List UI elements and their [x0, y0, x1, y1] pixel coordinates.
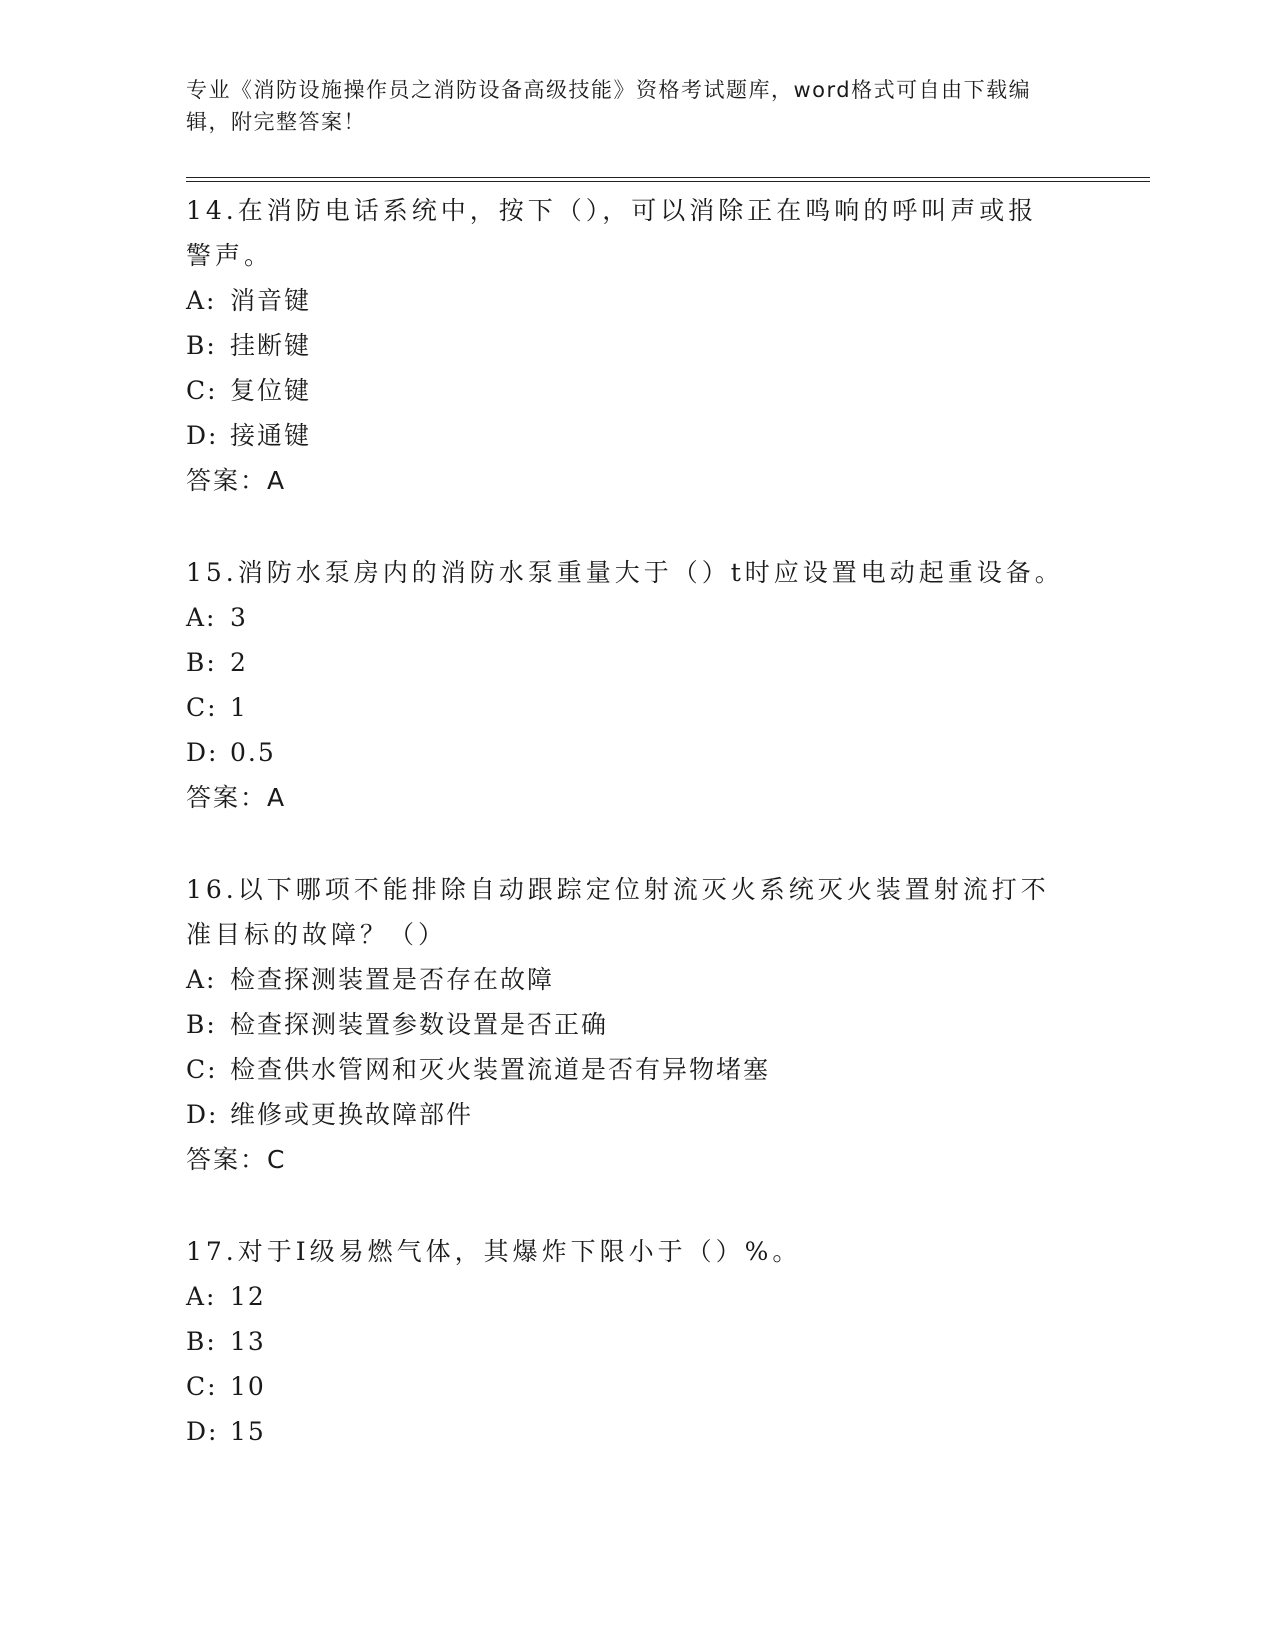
option-a — [186, 278, 1066, 323]
option-text: 消音键 — [230, 286, 312, 315]
option-text: 检查探测装置参数设置是否正确 — [230, 1010, 609, 1039]
option-letter: B: — [186, 1327, 217, 1356]
option-d — [186, 413, 1066, 458]
option-text: 0.5 — [230, 738, 276, 767]
option-text: 检查探测装置是否存在故障 — [230, 965, 555, 994]
option-letter: B: — [186, 331, 217, 360]
option-letter: D: — [186, 738, 219, 767]
option-text: 接通键 — [230, 421, 312, 450]
option-a — [186, 595, 1066, 640]
question-17 — [186, 1229, 1066, 1454]
option-d — [186, 1409, 1066, 1454]
option-letter: D: — [186, 421, 219, 450]
answer-line: 答案：C — [186, 1145, 287, 1174]
question-stem: 14.在消防电话系统中，按下（），可以消除正在鸣响的呼叫声或报警声。 — [186, 196, 1038, 270]
question-14 — [186, 188, 1066, 503]
option-text: 12 — [230, 1282, 266, 1311]
question-stem: 16.以下哪项不能排除自动跟踪定位射流灭火系统灭火装置射流打不准目标的故障？（） — [186, 875, 1050, 949]
question-stem: 17.对于Ⅰ级易燃气体，其爆炸下限小于（）%。 — [186, 1237, 802, 1266]
question-15 — [186, 550, 1066, 820]
option-letter: C: — [186, 1055, 218, 1084]
answer-line: 答案：A — [186, 466, 287, 495]
option-b — [186, 323, 1066, 368]
option-letter: A: — [186, 603, 217, 632]
answer-line: 答案：A — [186, 783, 287, 812]
option-letter: C: — [186, 1372, 218, 1401]
option-text: 1 — [230, 693, 248, 722]
option-letter: A: — [186, 965, 217, 994]
option-letter: C: — [186, 376, 218, 405]
document-header: 专业《消防设施操作员之消防设备高级技能》资格考试题库，word格式可自由下载编辑，附完整答案！ — [186, 78, 1032, 134]
question-16 — [186, 867, 1066, 1182]
option-c — [186, 368, 1066, 413]
option-text: 10 — [230, 1372, 266, 1401]
option-a — [186, 957, 1066, 1002]
option-d — [186, 730, 1066, 775]
option-letter: A: — [186, 1282, 217, 1311]
option-c — [186, 1047, 1066, 1092]
option-text: 复位键 — [230, 376, 312, 405]
option-b — [186, 1002, 1066, 1047]
option-text: 2 — [230, 648, 248, 677]
option-letter: D: — [186, 1417, 219, 1446]
option-text: 3 — [230, 603, 248, 632]
option-a — [186, 1274, 1066, 1319]
option-letter: B: — [186, 648, 217, 677]
question-list — [186, 188, 1066, 1501]
option-text: 检查供水管网和灭火装置流道是否有异物堵塞 — [230, 1055, 771, 1084]
option-b — [186, 640, 1066, 685]
option-text: 维修或更换故障部件 — [230, 1100, 474, 1129]
option-text: 13 — [230, 1327, 266, 1356]
header-divider — [186, 177, 1150, 182]
option-text: 挂断键 — [230, 331, 312, 360]
option-letter: D: — [186, 1100, 219, 1129]
option-letter: B: — [186, 1010, 217, 1039]
option-letter: A: — [186, 286, 217, 315]
option-text: 15 — [230, 1417, 266, 1446]
option-c — [186, 1364, 1066, 1409]
option-b — [186, 1319, 1066, 1364]
option-c — [186, 685, 1066, 730]
option-d — [186, 1092, 1066, 1137]
question-stem: 15.消防水泵房内的消防水泵重量大于（）t时应设置电动起重设备。 — [186, 558, 1064, 587]
option-letter: C: — [186, 693, 218, 722]
